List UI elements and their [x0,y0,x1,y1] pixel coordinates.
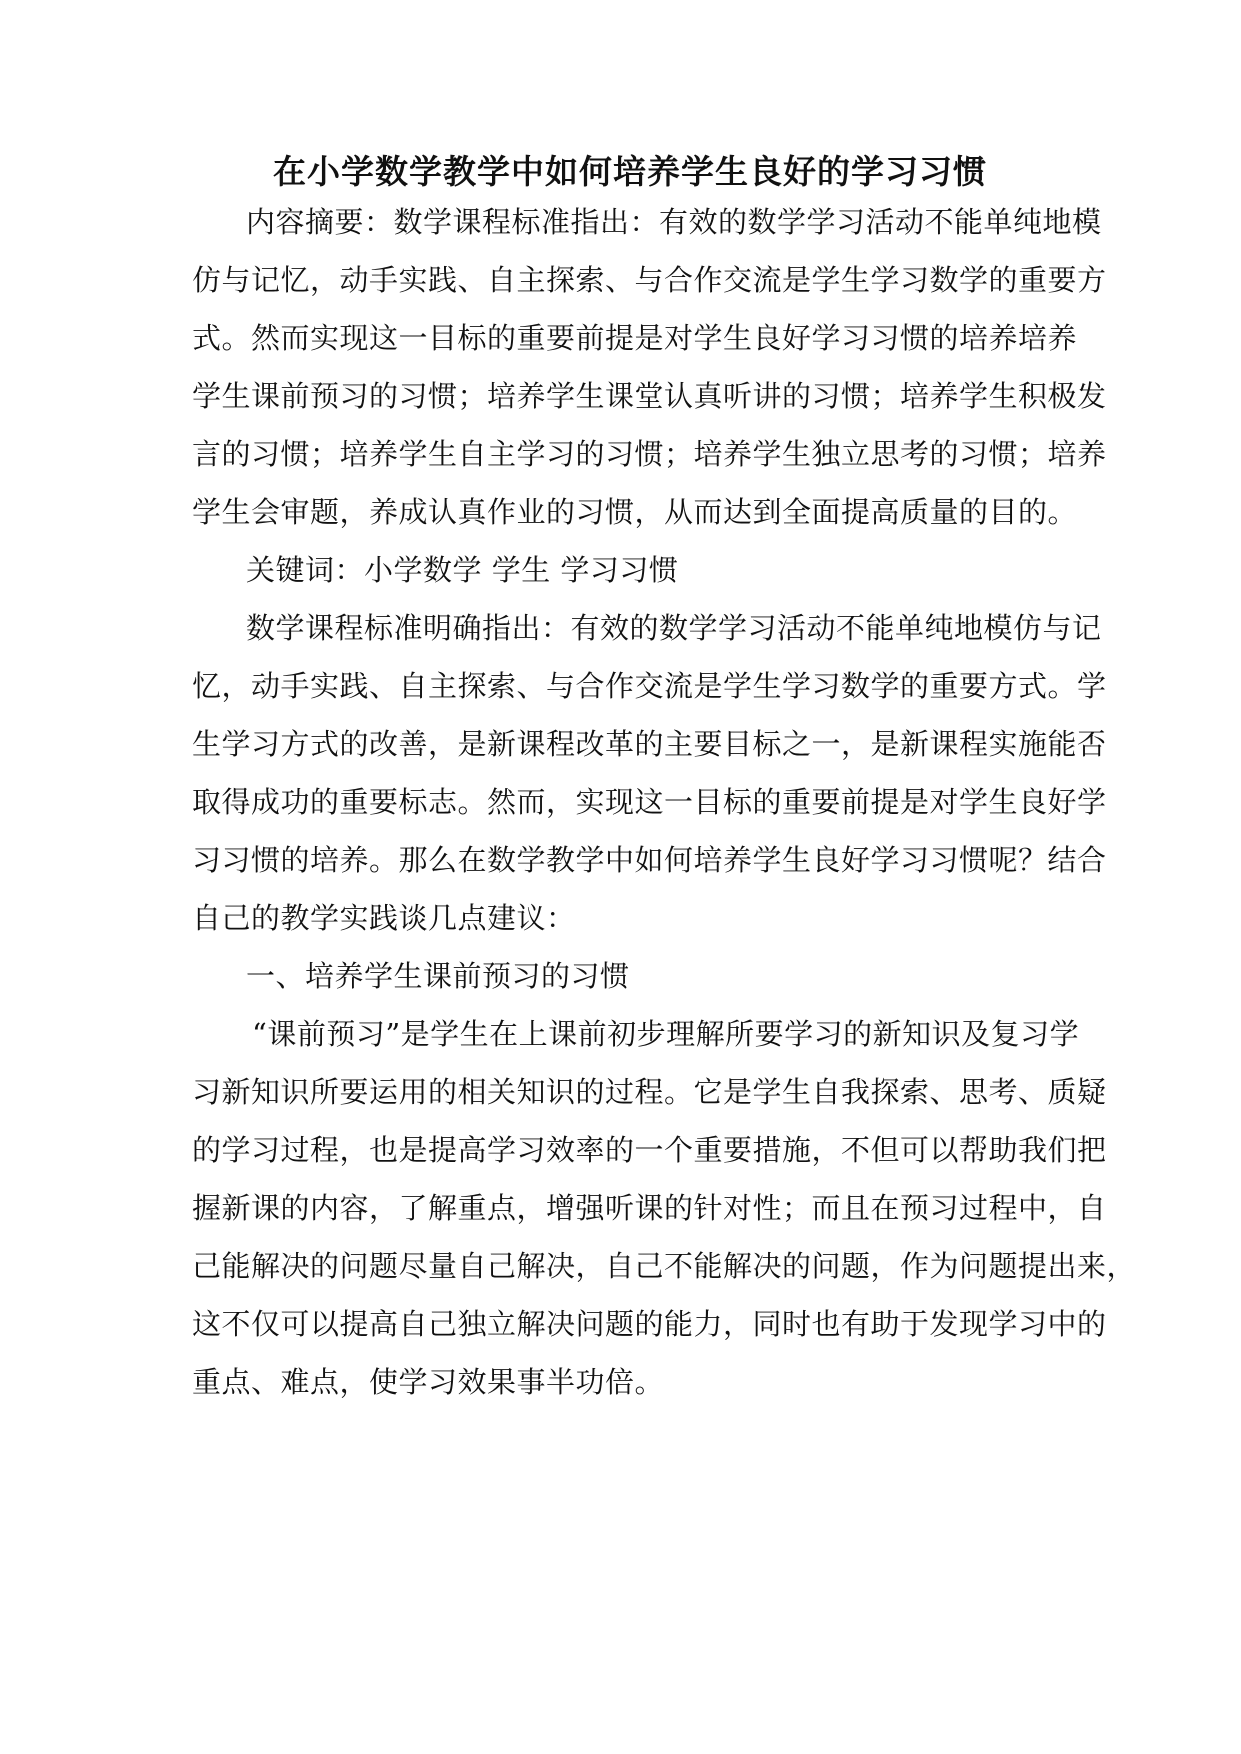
keywords-line: 关键词：小学数学 学生 学习习惯 [246,553,679,587]
section-line: 己能解决的问题尽量自己解决，自己不能解决的问题，作为问题提出来， [192,1249,1137,1283]
section-line: 握新课的内容，了解重点，增强听课的针对性；而且在预习过程中，自 [192,1191,1107,1225]
intro-line: 习习惯的培养。那么在数学教学中如何培养学生良好学习习惯呢？结合 [192,843,1107,877]
intro-line: 数学课程标准明确指出：有效的数学学习活动不能单纯地模仿与记 [246,611,1102,645]
abstract-line: 学生课前预习的习惯；培养学生课堂认真听讲的习惯；培养学生积极发 [192,379,1107,413]
abstract-line: 式。然而实现这一目标的重要前提是对学生良好学习习惯的培养培养 [192,321,1078,355]
section-heading: 一、培养学生课前预习的习惯 [246,959,630,993]
intro-line: 生学习方式的改善，是新课程改革的主要目标之一，是新课程实施能否 [192,727,1107,761]
abstract-line: 仿与记忆，动手实践、自主探索、与合作交流是学生学习数学的重要方 [192,263,1107,297]
intro-line: 自己的教学实践谈几点建议： [192,901,576,935]
section-line: “课前预习”是学生在上课前初步理解所要学习的新知识及复习学 [252,1017,1080,1051]
abstract-line: 学生会审题，养成认真作业的习惯，从而达到全面提高质量的目的。 [192,495,1078,529]
section-line: 这不仅可以提高自己独立解决问题的能力，同时也有助于发现学习中的 [192,1307,1107,1341]
intro-line: 取得成功的重要标志。然而，实现这一目标的重要前提是对学生良好学 [192,785,1107,819]
section-line: 的学习过程，也是提高学习效率的一个重要措施，不但可以帮助我们把 [192,1133,1107,1167]
document-title: 在小学数学教学中如何培养学生良好的学习习惯 [273,152,987,191]
intro-line: 忆，动手实践、自主探索、与合作交流是学生学习数学的重要方式。学 [192,669,1107,703]
abstract-line: 言的习惯；培养学生自主学习的习惯；培养学生独立思考的习惯；培养 [192,437,1107,471]
abstract-line: 内容摘要：数学课程标准指出：有效的数学学习活动不能单纯地模 [246,205,1102,239]
section-line: 重点、难点，使学习效果事半功倍。 [192,1365,665,1399]
section-line: 习新知识所要运用的相关知识的过程。它是学生自我探索、思考、质疑 [192,1075,1107,1109]
